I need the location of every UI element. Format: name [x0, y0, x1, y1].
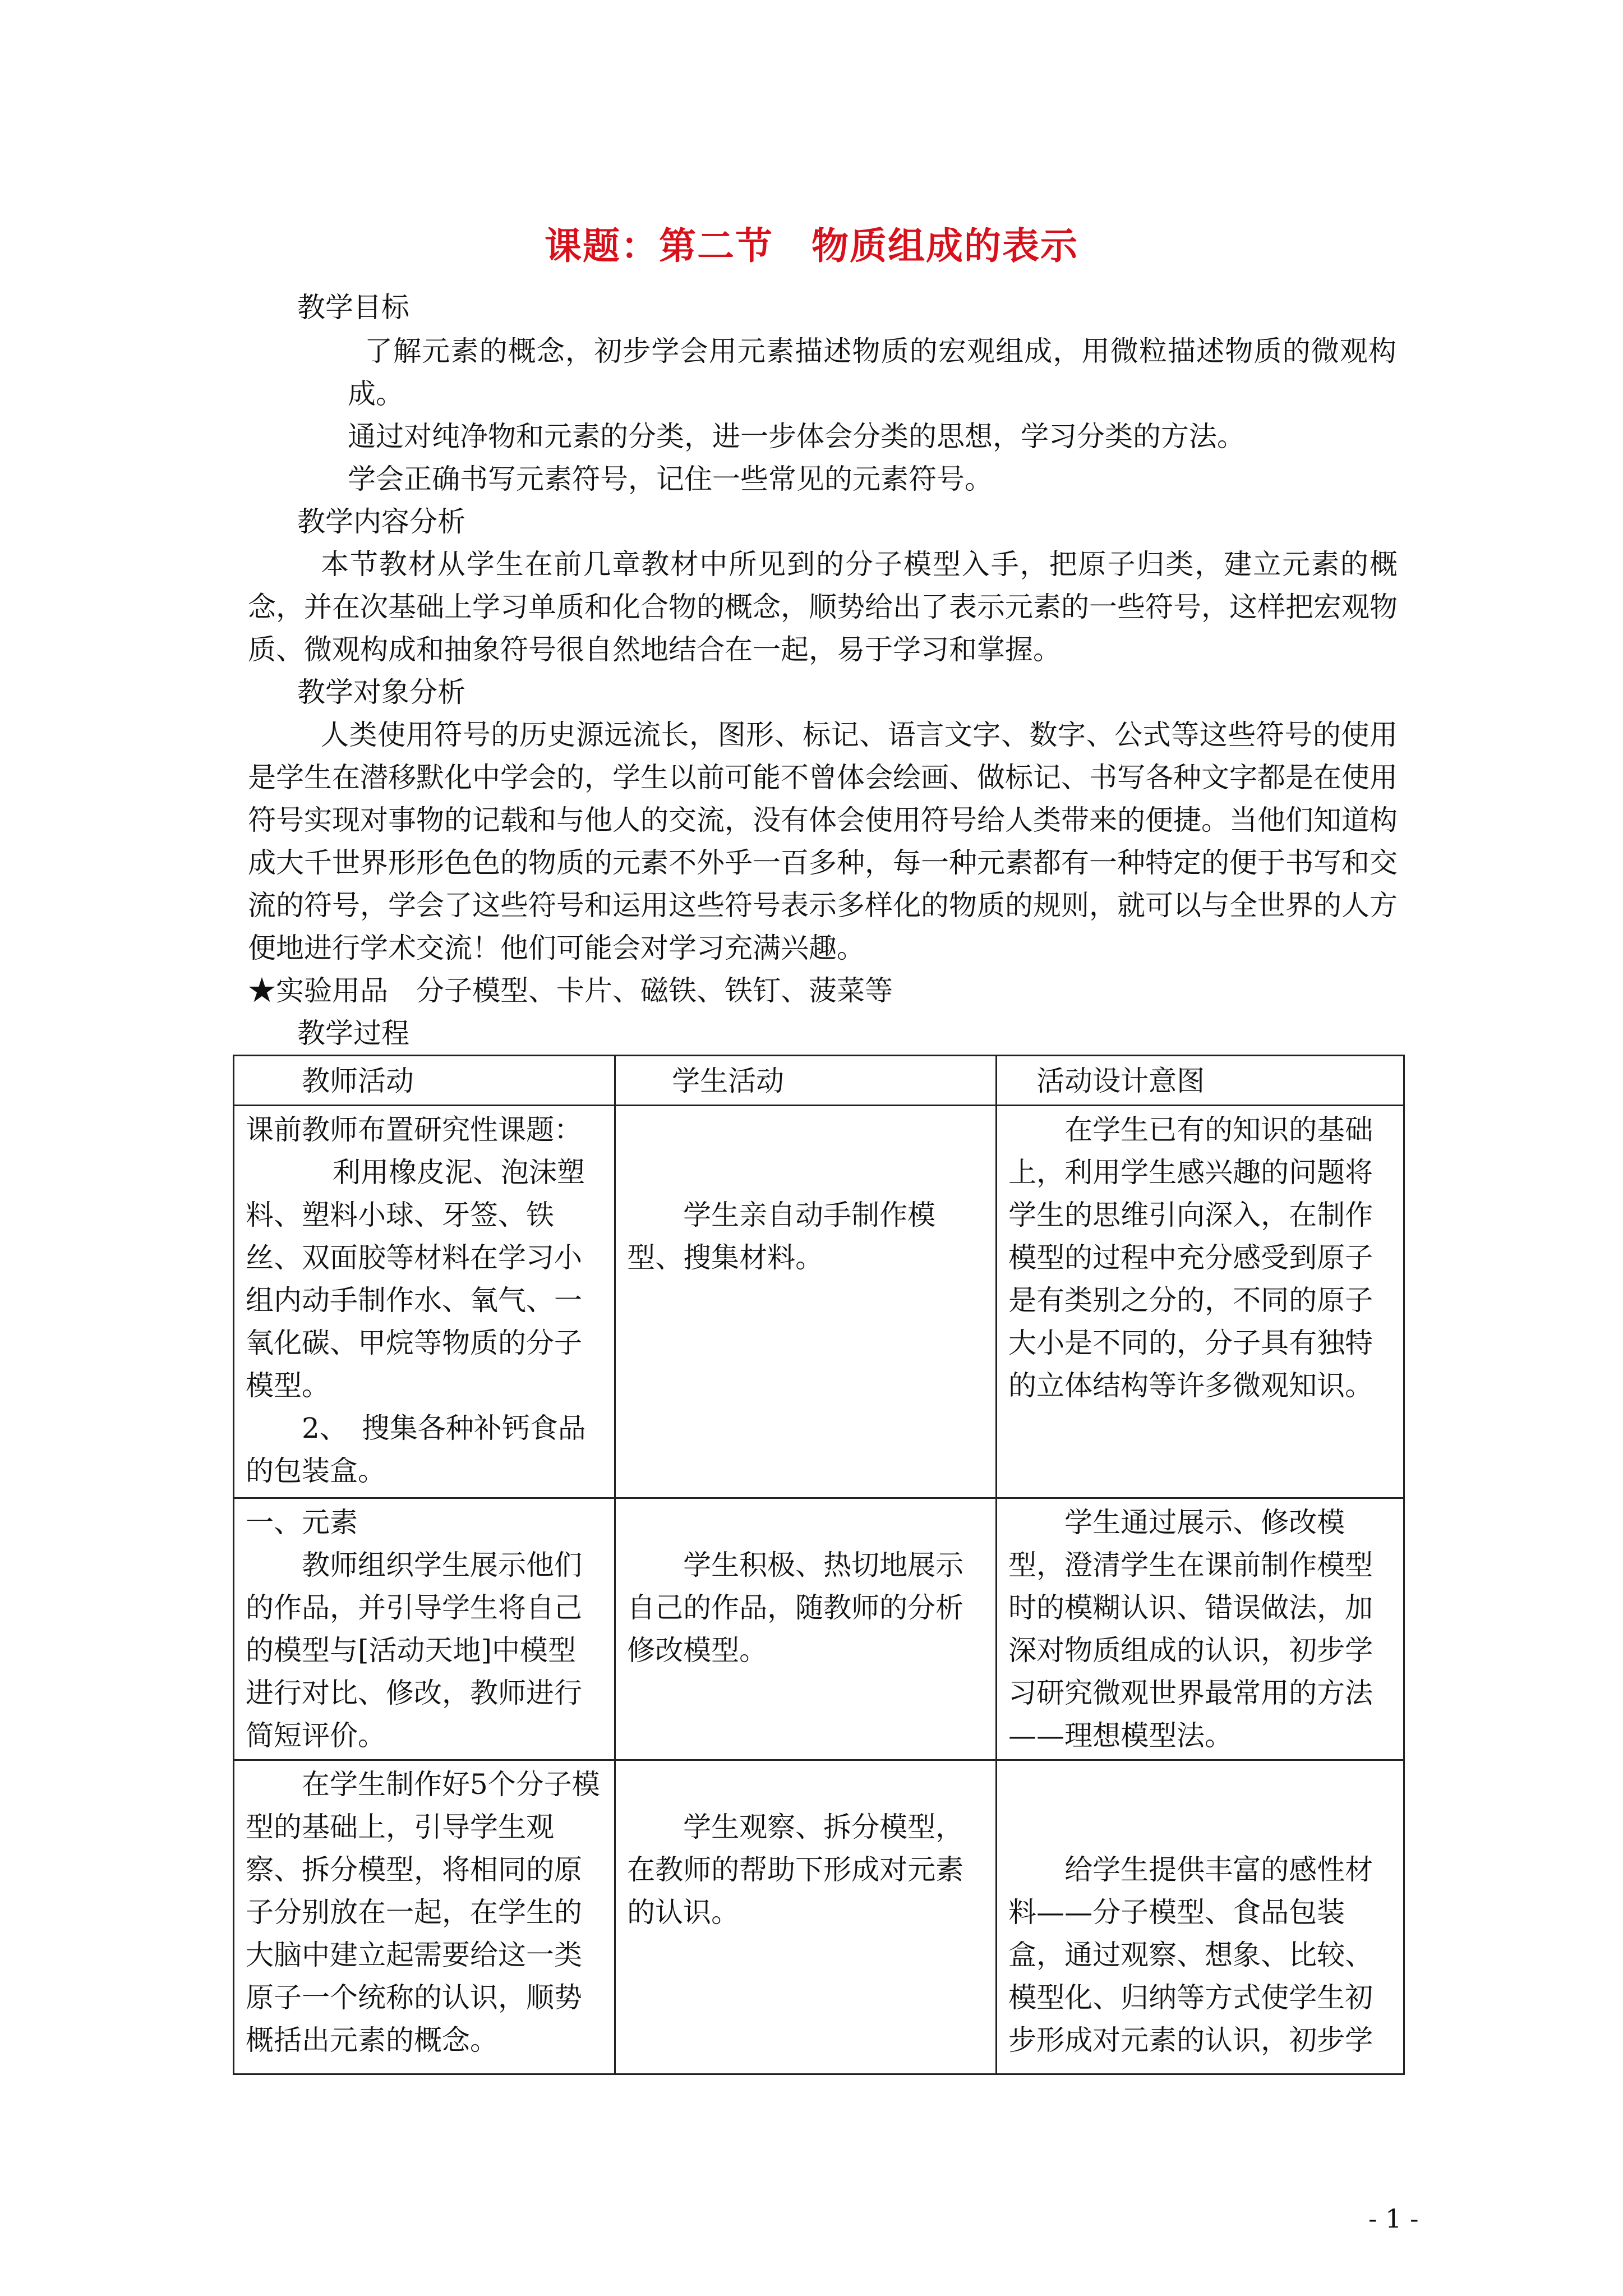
cell-text: 课前教师布置研究性课题：	[246, 1114, 582, 1146]
teacher-cell	[234, 1760, 615, 2074]
objectives-heading: 教学目标	[297, 291, 409, 324]
object-analysis-heading: 教学对象分析	[297, 676, 465, 708]
header-student-activity: 学生活动	[615, 1056, 997, 1106]
table-row	[234, 1760, 1404, 2074]
cell-text: 教师组织学生展示他们的作品，并引导学生将自己的模型与[活动天地]中模型进行对比、修改，教师进行简短评价。	[246, 1549, 582, 1752]
cell-text: 学生亲自动手制作模型、搜集材料。	[627, 1199, 936, 1274]
cell-text: 利用橡皮泥、泡沫塑料、塑料小球、牙签、铁丝、双面胶等材料在学习小组内动手制作水、氧气、一氧化碳、甲烷等物质的分子模型。	[246, 1156, 585, 1402]
document-title: 课题：第二节 物质组成的表示	[545, 224, 1078, 268]
teacher-cell	[234, 1106, 615, 1498]
cell-text: 学生积极、热切地展示自己的作品，随教师的分析修改模型。	[627, 1549, 964, 1667]
intent-cell	[997, 1760, 1404, 2074]
teacher-cell	[234, 1498, 615, 1760]
objective-item-1: 了解元素的概念，初步学会用元素描述物质的宏观组成，用微粒描述物质的微观构成。	[348, 335, 1396, 410]
cell-text: 一、元素	[246, 1506, 358, 1539]
cell-text: 学生观察、拆分模型，在教师的帮助下形成对元素的认识。	[627, 1811, 964, 1929]
header-teacher-activity: 教师活动	[234, 1056, 615, 1106]
cell-text: 在学生制作好5个分子模型的基础上，引导学生观察、拆分模型，将相同的原子分别放在一起，在学生的大脑中建立起需要给这一类原子一个统称的认识，顺势概括出元素的概念。	[246, 1768, 600, 2056]
object-analysis-text: 人类使用符号的历史源远流长，图形、标记、语言文字、数字、公式等这些符号的使用是学生在潜移默化中学会的，学生以前可能不曾体会绘画、做标记、书写各种文字都是在使用符号实现对事物的记载和与他人的交流，没有体会使用符号给人类带来的便捷。当他们知道构成大千世界形形色色的物质的元素不外乎一百多种，每一种元素都有一种特定的便于书写和交流的符号，学会了这些符号和运用这些符号表示多样化的物质的规则，就可以与全世界的人方便地进行学术交流！他们可能会对学习充满兴趣。	[248, 719, 1398, 964]
teaching-process-table	[233, 1055, 1405, 2075]
table-row	[234, 1498, 1404, 1760]
intent-cell	[997, 1498, 1404, 1760]
process-heading: 教学过程	[297, 1017, 409, 1050]
cell-text: 给学生提供丰富的感性材料——分子模型、食品包装盒，通过观察、想象、比较、模型化、归纳等方式使学生初步形成对元素的认识，初步学	[1008, 1853, 1373, 2056]
cell-text: 学生通过展示、修改模型，澄清学生在课前制作模型时的模糊认识、错误做法，加深对物质组成的认识，初步学习研究微观世界最常用的方法——理想模型法。	[1008, 1506, 1373, 1752]
objective-item-2: 通过对纯净物和元素的分类，进一步体会分类的思想，学习分类的方法。	[348, 420, 1245, 453]
page-number: - 1 -	[1368, 2203, 1419, 2234]
intent-cell	[997, 1106, 1404, 1498]
header-design-intent: 活动设计意图	[997, 1056, 1404, 1106]
objective-item-3: 学会正确书写元素符号，记住一些常见的元素符号。	[348, 463, 993, 495]
cell-text: 在学生已有的知识的基础上，利用学生感兴趣的问题将学生的思维引向深入，在制作模型的过程中充分感受到原子是有类别之分的，不同的原子大小是不同的，分子具有独特的立体结构等许多微观知识。	[1008, 1114, 1373, 1402]
materials-line: ★实验用品 分子模型、卡片、磁铁、铁钉、菠菜等	[248, 974, 893, 1007]
student-cell	[615, 1498, 997, 1760]
content-analysis-text: 本节教材从学生在前几章教材中所见到的分子模型入手，把原子归类，建立元素的概念，并在次基础上学习单质和化合物的概念，顺势给出了表示元素的一些符号，这样把宏观物质、微观构成和抽象符号很自然地结合在一起，易于学习和掌握。	[248, 548, 1398, 666]
cell-text: 2、 搜集各种补钙食品的包装盒。	[246, 1412, 586, 1487]
table-header-row	[234, 1056, 1404, 1106]
content-analysis-heading: 教学内容分析	[297, 505, 465, 538]
student-cell	[615, 1760, 997, 2074]
student-cell	[615, 1106, 997, 1498]
table-row	[234, 1106, 1404, 1498]
